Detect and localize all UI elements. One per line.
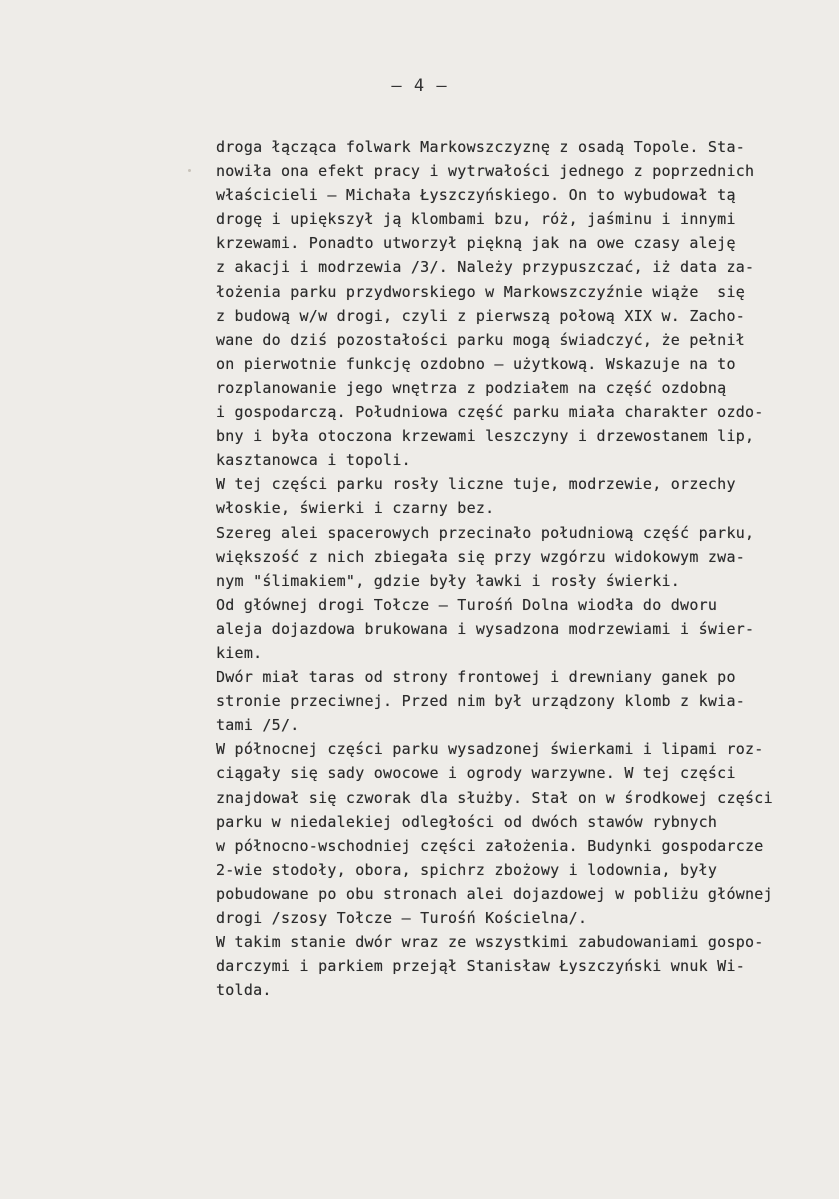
text-line: i gospodarczą. Południowa część parku miała charakter ozdo- [216, 403, 764, 422]
page-number: – 4 – [391, 76, 448, 96]
text-line: kiem. [216, 643, 263, 662]
text-line: krzewami. Ponadto utworzył piękną jak na owe czasy aleję [216, 234, 736, 253]
text-line: parku w niedalekiej odległości od dwóch stawów rybnych [216, 812, 718, 831]
body-text [216, 135, 826, 1002]
text-line: kasztanowca i topoli. [216, 451, 411, 470]
text-line: bny i była otoczona krzewami leszczyny i drzewostanem lip, [216, 427, 755, 446]
text-line: pobudowane po obu stronach alei dojazdowej w pobliżu głównej [216, 884, 773, 903]
text-line: tami /5/. [216, 716, 300, 735]
text-line: aleja dojazdowa brukowana i wysadzona modrzewiami i świer- [216, 619, 755, 638]
text-line: Dwór miał taras od strony frontowej i drewniany ganek po [216, 668, 736, 687]
text-line: Od głównej drogi Tołcze – Turośń Dolna wiodła do dworu [216, 595, 718, 614]
text-line: wane do dziś pozostałości parku mogą świadczyć, że pełnił [216, 330, 746, 349]
text-line: 2-wie stodoły, obora, spichrz zbożowy i lodownia, były [216, 860, 718, 879]
text-line: droga łącząca folwark Markowszczyznę z osadą Topole. Sta- [216, 138, 746, 156]
text-line: właścicieli – Michała Łyszczyńskiego. On to wybudował tą [216, 186, 736, 205]
text-line: nym "ślimakiem", gdzie były ławki i rosły świerki. [216, 571, 681, 590]
text-line: on pierwotnie funkcję ozdobno – użytkową. Wskazuje na to [216, 354, 736, 373]
text-line: tolda. [216, 981, 272, 1000]
paper-speck [188, 169, 191, 172]
text-line: z budową w/w drogi, czyli z pierwszą połową XIX w. Zacho- [216, 306, 746, 325]
text-line: znajdował się czworak dla służby. Stał on w środkowej części [216, 788, 773, 807]
text-line: włoskie, świerki i czarny bez. [216, 499, 495, 518]
text-line: z akacji i modrzewia /3/. Należy przypuszczać, iż data za- [216, 258, 755, 277]
text-line: stronie przeciwnej. Przed nim był urządzony klomb z kwia- [216, 692, 746, 711]
text-line: większość z nich zbiegała się przy wzgórzu widokowym zwa- [216, 547, 746, 566]
text-line: Szereg alei spacerowych przecinało południową część parku, [216, 523, 755, 542]
text-line: W takim stanie dwór wraz ze wszystkimi zabudowaniami gospo- [216, 933, 764, 952]
text-line: łożenia parku przydworskiego w Markowszczyźnie wiąże się [216, 282, 746, 301]
text-line: rozplanowanie jego wnętrza z podziałem na część ozdobną [216, 378, 727, 397]
text-line: W północnej części parku wysadzonej świerkami i lipami roz- [216, 740, 764, 759]
text-line: drogę i upiększył ją klombami bzu, róż, jaśminu i innymi [216, 210, 736, 229]
text-line: W tej części parku rosły liczne tuje, modrzewie, orzechy [216, 475, 736, 494]
text-line: w północno-wschodniej części założenia. Budynki gospodarcze [216, 836, 764, 855]
text-line: nowiła ona efekt pracy i wytrwałości jednego z poprzednich [216, 162, 755, 181]
text-line: darczymi i parkiem przejął Stanisław Łyszczyński wnuk Wi- [216, 957, 746, 976]
text-line: drogi /szosy Tołcze – Turośń Kościelna/. [216, 909, 588, 927]
text-line: ciągały się sady owocowe i ogrody warzywne. W tej części [216, 764, 736, 783]
